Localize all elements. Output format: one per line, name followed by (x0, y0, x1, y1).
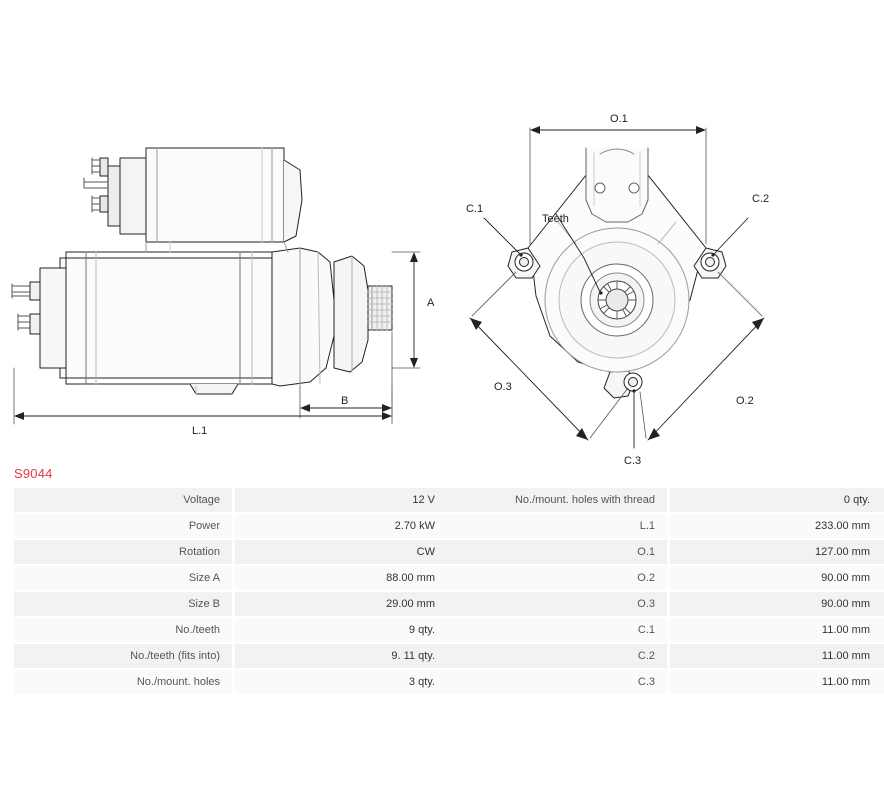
table-row (14, 617, 449, 643)
spec-value: 9 qty. (408, 624, 435, 636)
spec-label: No./teeth (fits into) (14, 643, 234, 669)
spec-label: C.3 (449, 669, 669, 695)
spec-label: C.1 (449, 617, 669, 643)
spec-label: O.2 (449, 565, 669, 591)
spec-label: O.1 (449, 539, 669, 565)
spec-value: 2.70 kW (394, 520, 435, 532)
table-row (14, 643, 449, 669)
specs-table-left (14, 488, 449, 696)
label-c3: C.3 (624, 455, 642, 467)
table-row (449, 591, 884, 617)
spec-value: 9. 11 qty. (391, 650, 435, 662)
spec-value: 88.00 mm (386, 572, 435, 584)
specs-table-right (449, 488, 884, 696)
spec-value: 11.00 mm (821, 650, 870, 662)
spec-label: Size B (14, 591, 234, 617)
label-size-a: A (427, 297, 435, 309)
spec-label: No./mount. holes (14, 669, 234, 695)
spec-value: 11.00 mm (821, 676, 870, 688)
table-row (449, 565, 884, 591)
table-row (449, 539, 884, 565)
table-row (14, 539, 449, 565)
table-row (14, 513, 449, 539)
dimension-size-a (392, 252, 420, 368)
part-code: S9044 (14, 466, 53, 481)
table-row (449, 643, 884, 669)
spec-value: 11.00 mm (821, 624, 870, 636)
table-row (14, 591, 449, 617)
table-row (14, 488, 449, 513)
label-o1: O.1 (610, 113, 628, 125)
spec-value: 0 qty. (843, 494, 870, 506)
table-row (449, 669, 884, 695)
spec-label: No./mount. holes with thread (449, 488, 669, 513)
label-length-l1: L.1 (192, 425, 208, 437)
spec-value: 90.00 mm (821, 572, 870, 584)
spec-label: Size A (14, 565, 234, 591)
label-teeth: Teeth (542, 213, 569, 225)
spec-value: 29.00 mm (386, 598, 435, 610)
spec-label: Power (14, 513, 234, 539)
spec-value: 233.00 mm (814, 520, 870, 532)
label-o3: O.3 (494, 381, 512, 393)
table-row (14, 669, 449, 695)
table-row (449, 488, 884, 513)
specifications-tables (14, 488, 870, 696)
spec-label: O.3 (449, 591, 669, 617)
spec-value: CW (416, 546, 435, 558)
spec-value: 12 V (412, 494, 435, 506)
table-row (449, 617, 884, 643)
label-c1: C.1 (466, 203, 484, 215)
spec-label: C.2 (449, 643, 669, 669)
starter-side-view (12, 148, 392, 394)
spec-value: 3 qty. (408, 676, 435, 688)
table-row (449, 513, 884, 539)
spec-label: Voltage (14, 488, 234, 513)
spec-label: Rotation (14, 539, 234, 565)
spec-label: L.1 (449, 513, 669, 539)
label-c2: C.2 (752, 193, 770, 205)
table-row (14, 565, 449, 591)
spec-label: No./teeth (14, 617, 234, 643)
spec-value: 127.00 mm (814, 546, 870, 558)
label-size-b: B (341, 395, 349, 407)
spec-value: 90.00 mm (821, 598, 870, 610)
starter-flange-view (508, 148, 726, 398)
label-o2: O.2 (736, 395, 754, 407)
